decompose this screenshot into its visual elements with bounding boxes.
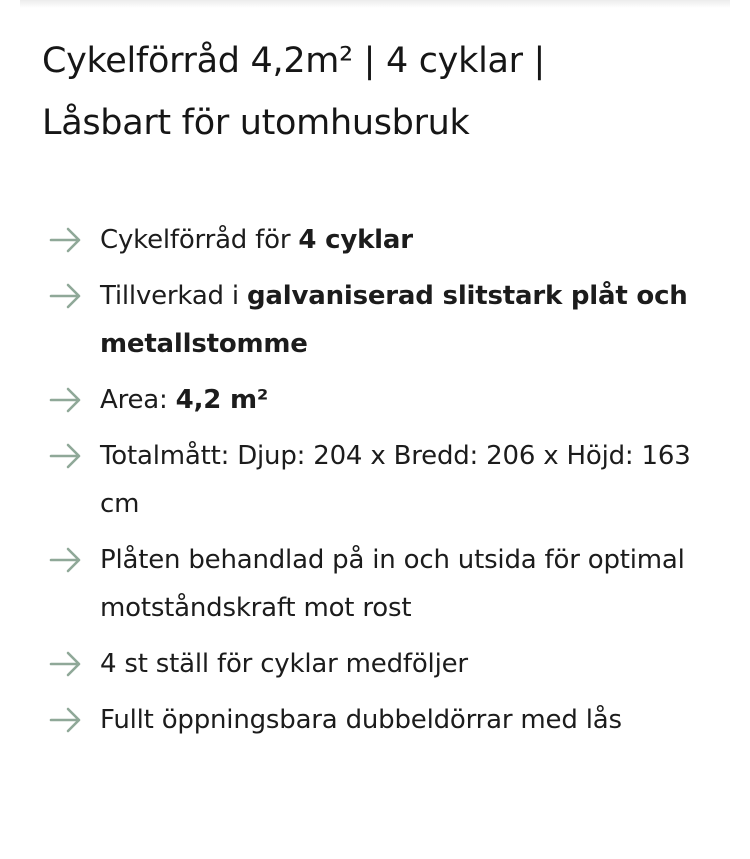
arrow-right-icon [48, 544, 84, 576]
product-title-line-1: Cykelförråd 4,2m² | 4 cyklar | [42, 41, 546, 81]
product-title-line-2: Låsbart för utomhusbruk [42, 103, 470, 143]
arrow-right-icon [48, 648, 84, 680]
feature-text: Plåten behandlad på in och utsida för optimal motståndskraft mot rost [100, 545, 685, 623]
arrow-right-icon [48, 280, 84, 312]
feature-list [48, 216, 728, 752]
feature-item [48, 696, 728, 744]
feature-text-bold: galvaniserad slitstark plåt och metallstomme [100, 281, 688, 359]
feature-item [48, 216, 728, 264]
feature-text: Totalmått: Djup: 204 x Bredd: 206 x Höjd: 163 cm [100, 441, 691, 519]
feature-text: Area: [100, 385, 176, 415]
feature-item [48, 272, 728, 368]
product-title [42, 30, 722, 154]
top-divider-shadow [20, 0, 730, 8]
arrow-right-icon [48, 224, 84, 256]
feature-item [48, 432, 728, 528]
arrow-right-icon [48, 384, 84, 416]
feature-item [48, 640, 728, 688]
arrow-right-icon [48, 440, 84, 472]
feature-text: 4 st ställ för cyklar medföljer [100, 649, 468, 679]
feature-text: Fullt öppningsbara dubbeldörrar med lås [100, 705, 622, 735]
feature-text-bold: 4,2 m² [175, 385, 269, 415]
feature-text: Tillverkad i [100, 281, 248, 311]
feature-item [48, 376, 728, 424]
feature-text: Cykelförråd för [100, 225, 299, 255]
feature-item [48, 536, 728, 632]
arrow-right-icon [48, 704, 84, 736]
feature-text-bold: 4 cyklar [298, 225, 413, 255]
